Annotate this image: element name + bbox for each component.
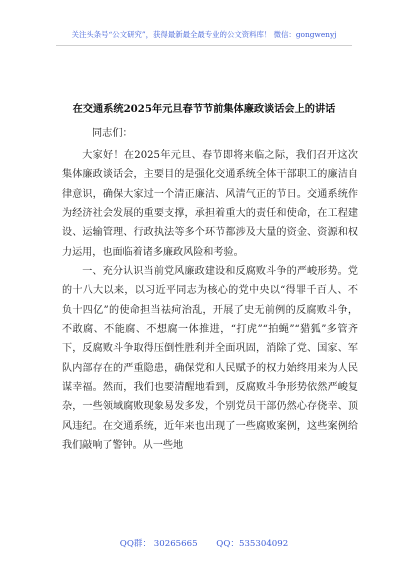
header-divider [56,45,352,46]
footer-qq-group: QQ群： 30265665 [119,539,198,549]
document-body [62,146,358,456]
salutation: 同志们： [92,128,133,139]
footer-contact [0,537,408,549]
document-title: 在交通系统2025年元旦春节节前集体廉政谈话会上的讲话 [72,103,336,115]
paragraph: 大家好！在2025年元旦、春节即将来临之际，我们召开这次集体廉政谈话会，主要目的是强化交通系统全体干部职工的廉洁自律意识，确保大家过一个清正廉洁、风清气正的节日。交通系统作为经济社会发展的重要支撑，承担着重大的责任和使命，在工程建设、运输管理、行政执法等多个环节都涉及大量的资金、资源和权力运用，也面临着诸多廉政风险和考验。 [62,150,358,258]
footer-qq-number: QQ：535304092 [216,539,289,549]
header-note: 关注头条号“公文研究”，获得最新最全最专业的公文资料库！ 微信：gongwenyj [71,30,337,39]
paragraph: 一、充分认识当前党风廉政建设和反腐败斗争的严峻形势。党的十八大以来，以习近平同志为核心的党中央以“得罪千百人、不负十四亿”的使命担当祛疴治乱，开展了史无前例的反腐败斗争，不敢腐、不能腐、不想腐一体推进，“打虎”“拍蝇”“猎狐”多管齐下，反腐败斗争取得压倒性胜利并全面巩固，消除了党、国家、军队内部存在的严重隐患，确保党和人民赋予的权力始终用来为人民谋幸福。然而，我们也要清醒地看到，反腐败斗争形势依然严峻复杂，一些领域腐败现象易发多发，个别党员干部仍然心存侥幸、顶风违纪。在交通系统，近年来也出现了一些腐败案例，这些案例给我们敲响了警钟。从一些地 [62,266,358,452]
